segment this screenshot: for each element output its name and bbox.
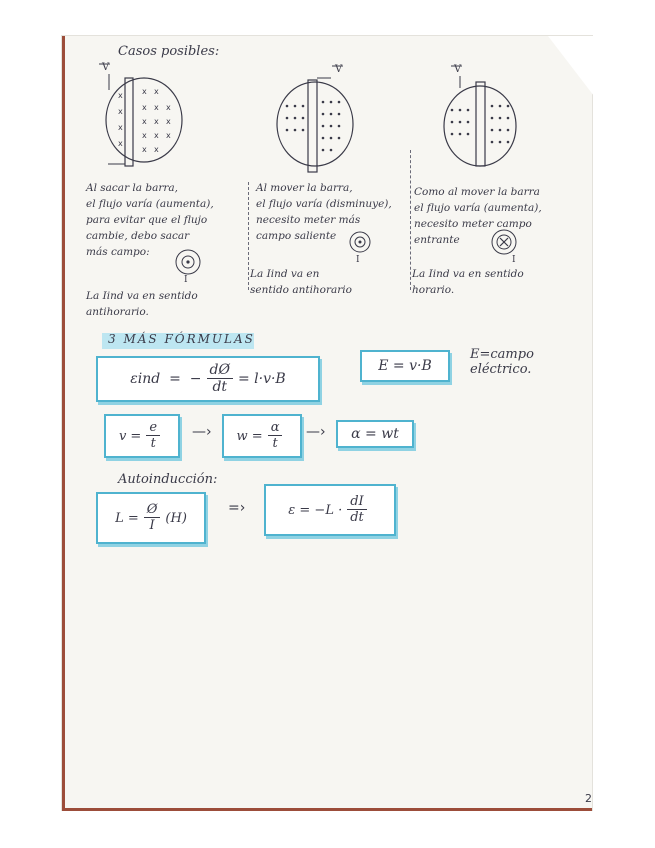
case2-text: Al mover la barra, el flujo varía (disminuye), necesito meter más campo saliente xyxy=(256,182,392,242)
svg-text:x: x xyxy=(142,87,147,96)
formula-induced-emf: εind = − $\frac{dØ}{dt}$ = l·v·B xyxy=(96,356,320,402)
arrow-right-icon: —› xyxy=(306,424,326,440)
section-title: 3 MÁS FÓRMULAS xyxy=(108,332,255,346)
v-vector-label: V xyxy=(454,64,462,75)
svg-text:I: I xyxy=(184,275,188,285)
v-vector-label: V xyxy=(335,64,343,75)
case1-diagram xyxy=(96,60,196,170)
case2-result: La Iind va en sentido antihorario xyxy=(250,268,352,296)
svg-text:x: x xyxy=(118,107,123,116)
svg-text:x: x xyxy=(142,103,147,112)
svg-text:x: x xyxy=(154,103,159,112)
case3-text: Como al mover la barra el flujo varía (aumenta), necesito meter campo entrante xyxy=(414,186,542,246)
svg-text:x: x xyxy=(166,117,171,126)
formula-angular-velocity: w = $\frac{\alpha}{t}$ xyxy=(222,414,302,458)
v-vector-label: V xyxy=(102,62,110,73)
svg-text:I: I xyxy=(512,255,516,265)
page-number: 2 xyxy=(585,792,592,805)
dot-out-of-page-icon xyxy=(342,230,382,266)
formula-self-induced-emf: ε = −L · $\frac{dI}{dt}$ xyxy=(264,484,396,536)
case3-diagram xyxy=(440,60,540,170)
dot-out-of-page-icon xyxy=(172,248,212,284)
page-edge-left xyxy=(62,36,65,810)
formula-velocity: v = $\frac{e}{t}$ xyxy=(104,414,180,458)
case1-result: La Iind va en sentido antihorario. xyxy=(86,290,198,318)
implies-arrow-icon: =› xyxy=(228,500,246,516)
svg-text:x: x xyxy=(154,131,159,140)
formula-electric-field: E = v·B xyxy=(360,350,450,382)
svg-text:x: x xyxy=(142,117,147,126)
svg-text:x: x xyxy=(154,87,159,96)
svg-text:x: x xyxy=(118,123,123,132)
svg-text:x: x xyxy=(166,103,171,112)
heading-casos-posibles: Casos posibles: xyxy=(118,44,220,59)
svg-text:x: x xyxy=(142,145,147,154)
cross-into-page-icon xyxy=(486,230,530,266)
efield-note: E=campo eléctrico. xyxy=(470,347,534,377)
arrow-right-icon: —› xyxy=(192,424,212,440)
svg-text:x: x xyxy=(166,131,171,140)
svg-text:I: I xyxy=(356,255,360,265)
svg-text:x: x xyxy=(154,117,159,126)
formula-inductance: L = $\frac{Ø}{I}$ (H) xyxy=(96,492,206,544)
case1-text: Al sacar la barra, el flujo varía (aumenta), para evitar que el flujo cambie, debo sacar más campo: xyxy=(86,182,214,258)
page-edge-bottom xyxy=(62,808,592,811)
svg-text:x: x xyxy=(142,131,147,140)
svg-text:x: x xyxy=(118,139,123,148)
formula-angle: α = wt xyxy=(336,420,414,448)
svg-text:x: x xyxy=(154,145,159,154)
autoinduccion-title: Autoinducción: xyxy=(118,472,218,487)
case3-result: La Iind va en sentido horario. xyxy=(412,268,524,296)
svg-text:x: x xyxy=(118,91,123,100)
case2-diagram xyxy=(275,60,375,175)
